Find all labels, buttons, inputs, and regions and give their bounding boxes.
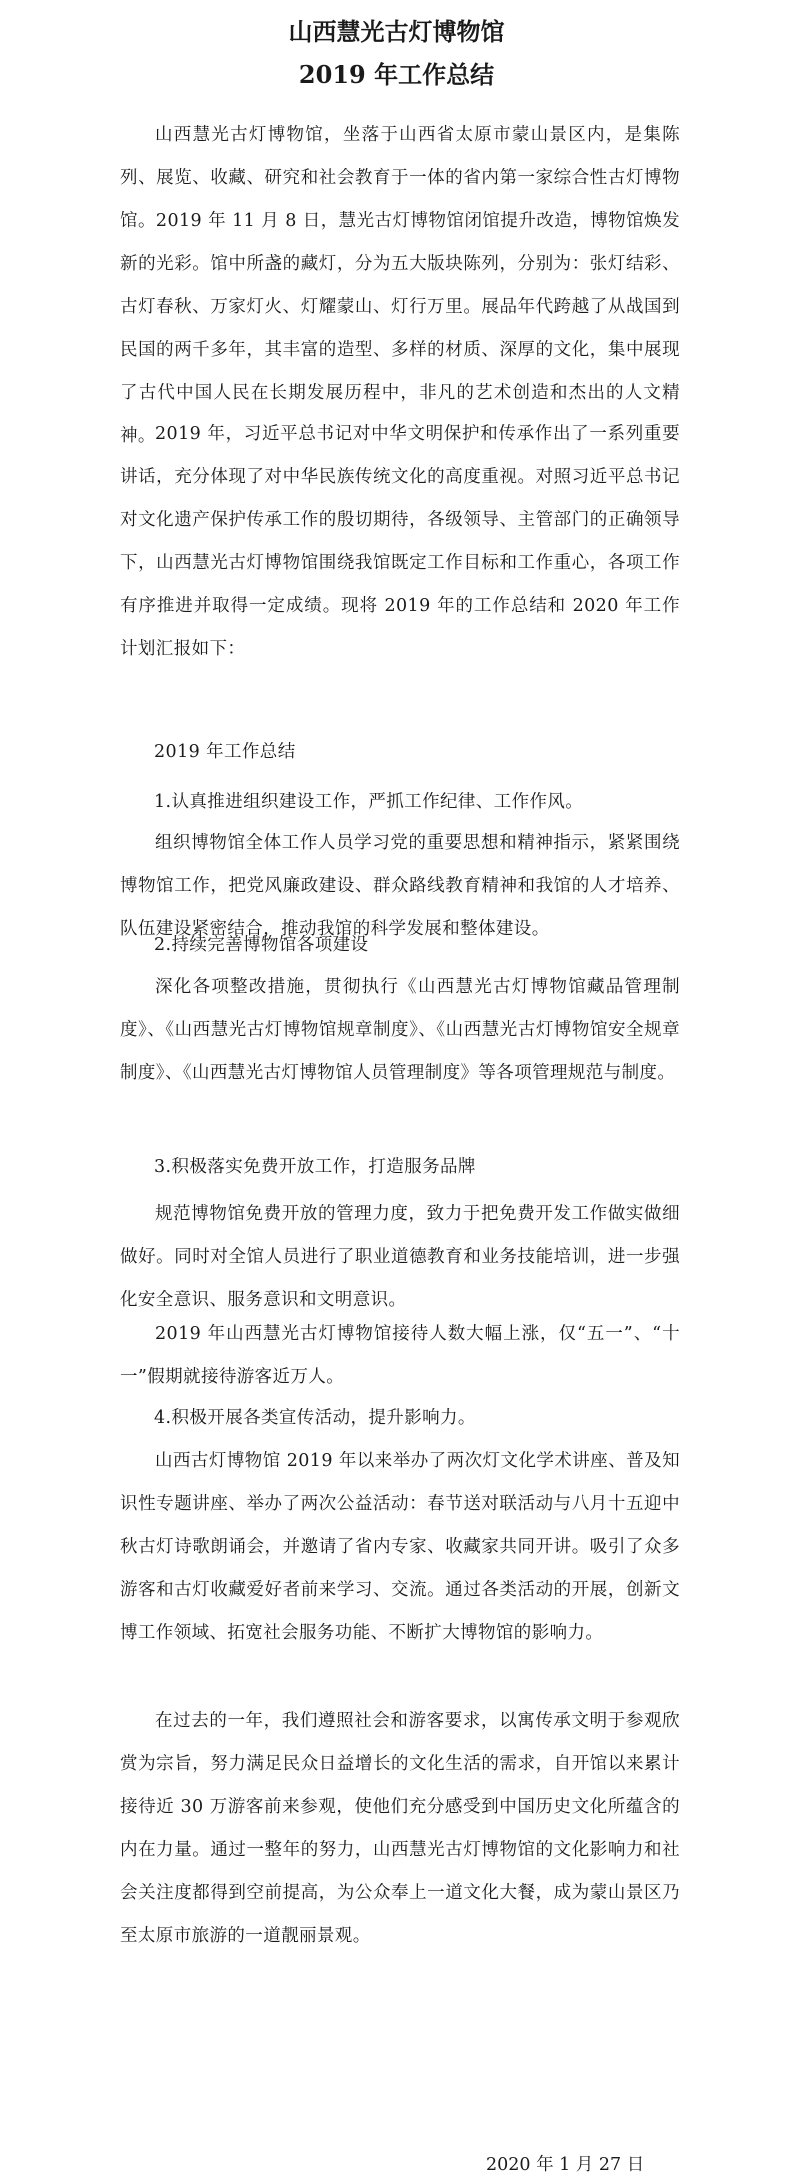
section-4-body: 山西古灯博物馆 2019 年以来举办了两次灯文化学术讲座、普及知识性专题讲座、举办了两次公益活动：春节送对联活动与八月十五迎中秋古灯诗歌朗诵会，并邀请了省内专家、收藏家共同开讲。吸引了众多游客和古灯收藏爱好者前来学习、交流。通过各类活动的开展，创新文博工作领域、拓宽社会服务功能、不断扩大博物馆的影响力。 (120, 1451, 680, 1643)
document-title: 山西慧光古灯博物馆 (288, 17, 505, 46)
intro-paragraph-2: 2019 年，习近平总书记对中华文明保护和传承作出了一系列重要讲话，充分体现了对中华民族传统文化的高度重视。对照习近平总书记对文化遗产保护传承工作的殷切期待，各级领导、主管部门的正确领导下，山西慧光古灯博物馆围绕我馆既定工作目标和工作重心，各项工作有序推进并取得一定成绩。现将 2019 年的工作总结和 2020 年工作计划汇报如下： (120, 424, 680, 659)
section-3-body-1: 规范博物馆免费开放的管理力度，致力于把免费开发工作做实做细做好。同时对全馆人员进行了职业道德教育和业务技能培训，进一步强化安全意识、服务意识和文明意识。 (120, 1204, 680, 1310)
section-4-title: 4.积极开展各类宣传活动，提升影响力。 (154, 1408, 476, 1428)
section-1-body: 组织博物馆全体工作人员学习党的重要思想和精神指示，紧紧围绕博物馆工作，把党风廉政建设、群众路线教育精神和我馆的人才培养、队伍建设紧密结合，推动我馆的科学发展和整体建设。 (120, 833, 680, 939)
document-subtitle: 2019 年工作总结 (298, 60, 495, 89)
section-3-title: 3.积极落实免费开放工作，打造服务品牌 (154, 1157, 476, 1177)
closing-paragraph: 在过去的一年，我们遵照社会和游客要求，以寓传承文明于参观欣赏为宗旨，努力满足民众日益增长的文化生活的需求，自开馆以来累计接待近 30 万游客前来参观，使他们充分感受到中国历史文化所蕴含的内在力量。通过一整年的努力，山西慧光古灯博物馆的文化影响力和社会关注度都得到空前提高，为公众奉上一道文化大餐，成为蒙山景区乃至太原市旅游的一道靓丽景观。 (120, 1711, 680, 1946)
section-2-title: 2.持续完善博物馆各项建设 (154, 935, 369, 955)
section-3-body-2: 2019 年山西慧光古灯博物馆接待人数大幅上涨，仅“五一”、“十一”假期就接待游客近万人。 (120, 1324, 680, 1387)
document-date: 2020 年 1 月 27 日 (486, 2155, 645, 2175)
intro-paragraph-1: 山西慧光古灯博物馆，坐落于山西省太原市蒙山景区内，是集陈列、展览、收藏、研究和社会教育于一体的省内第一家综合性古灯博物馆。2019 年 11 月 8 日，慧光古灯博物馆闭馆提升改造，博物馆焕发新的光彩。馆中所盏的藏灯，分为五大版块陈列，分别为：张灯结彩、古灯春秋、万家灯火、灯耀蒙山、灯行万里。展品年代跨越了从战国到民国的两千多年，其丰富的造型、多样的材质、深厚的文化，集中展现了古代中国人民在长期发展历程中，非凡的艺术创造和杰出的人文精神。 (120, 125, 680, 446)
section-1-title: 1.认真推进组织建设工作，严抓工作纪律、工作作风。 (154, 792, 584, 812)
section-2-body: 深化各项整改措施，贯彻执行《山西慧光古灯博物馆藏品管理制度》、《山西慧光古灯博物馆规章制度》、《山西慧光古灯博物馆安全规章制度》、《山西慧光古灯博物馆人员管理制度》等各项管理规范与制度。 (120, 977, 680, 1083)
summary-heading: 2019 年工作总结 (154, 742, 296, 762)
